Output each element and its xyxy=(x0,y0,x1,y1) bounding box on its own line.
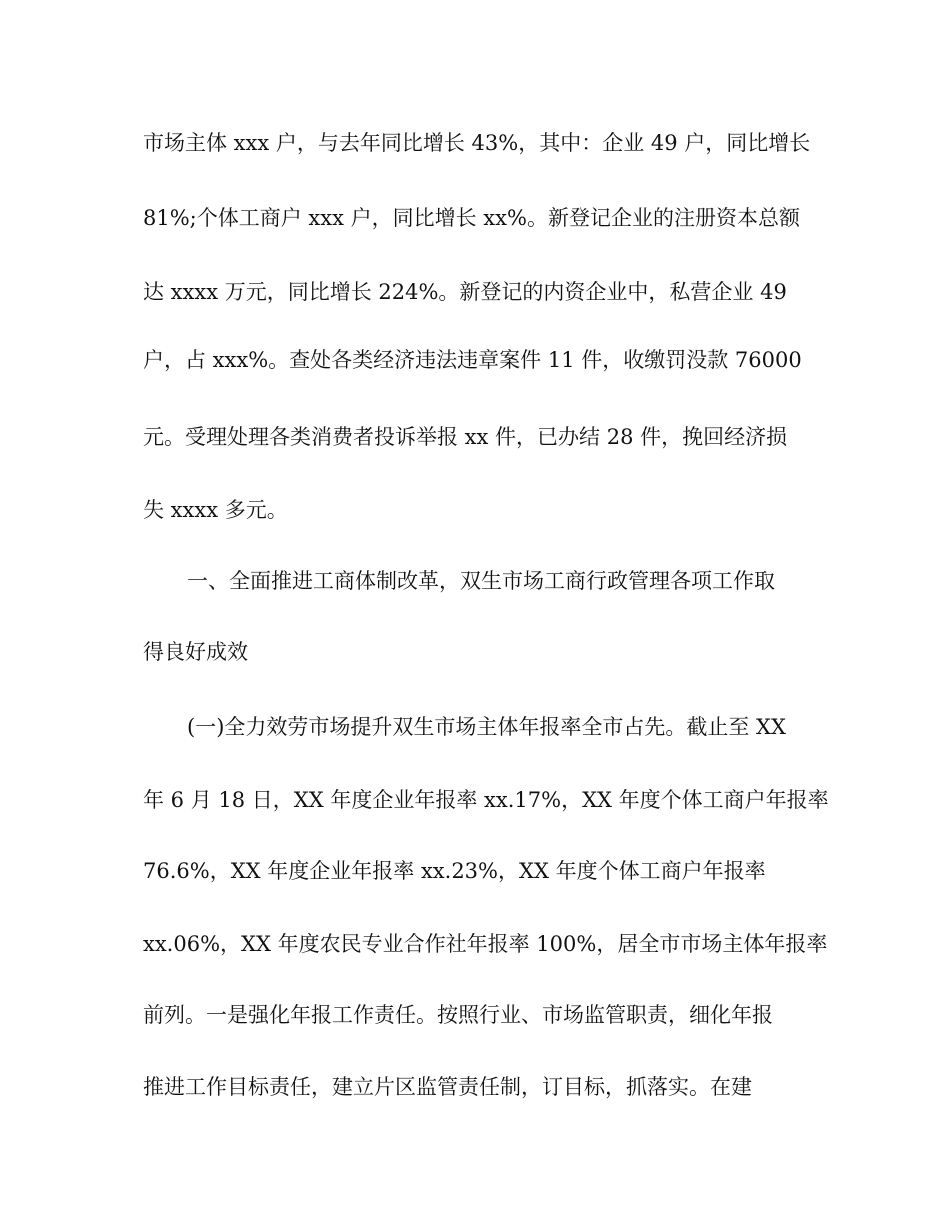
text-line: (一)全力效劳市场提升双生市场主体年报率全市占先。截止至 XX xyxy=(187,715,786,739)
text-line: 推进工作目标责任，建立片区监管责任制，订目标，抓落实。在建 xyxy=(143,1075,752,1099)
text-line: 81%;个体工商户 xxx 户，同比增长 xx%。新登记企业的注册资本总额 xyxy=(143,206,800,230)
heading-line: 一、全面推进工商体制改革，双生市场工商行政管理各项工作取 xyxy=(187,569,775,593)
text-line: 前列。一是强化年报工作责任。按照行业、市场监管职责，细化年报 xyxy=(143,1003,773,1027)
text-line: 户，占 xxx%。查处各类经济违法违章案件 11 件，收缴罚没款 76000 xyxy=(143,348,802,372)
text-line: xx.06%，XX 年度农民专业合作社年报率 100%，居全市市场主体年报率 xyxy=(143,932,828,956)
text-line: 年 6 月 18 日，XX 年度企业年报率 xx.17%，XX 年度个体工商户年报率 xyxy=(143,788,829,812)
text-line: 元。受理处理各类消费者投诉举报 xx 件，已办结 28 件，挽回经济损 xyxy=(143,425,788,449)
text-line: 76.6%，XX 年度企业年报率 xx.23%，XX 年度个体工商户年报率 xyxy=(143,859,766,883)
heading-line: 得良好成效 xyxy=(143,640,248,664)
text-line: 达 xxxx 万元，同比增长 224%。新登记的内资企业中，私营企业 49 xyxy=(143,280,787,304)
text-line: 市场主体 xxx 户，与去年同比增长 43%，其中：企业 49 户，同比增长 xyxy=(143,131,811,155)
text-line: 失 xxxx 多元。 xyxy=(143,498,288,522)
